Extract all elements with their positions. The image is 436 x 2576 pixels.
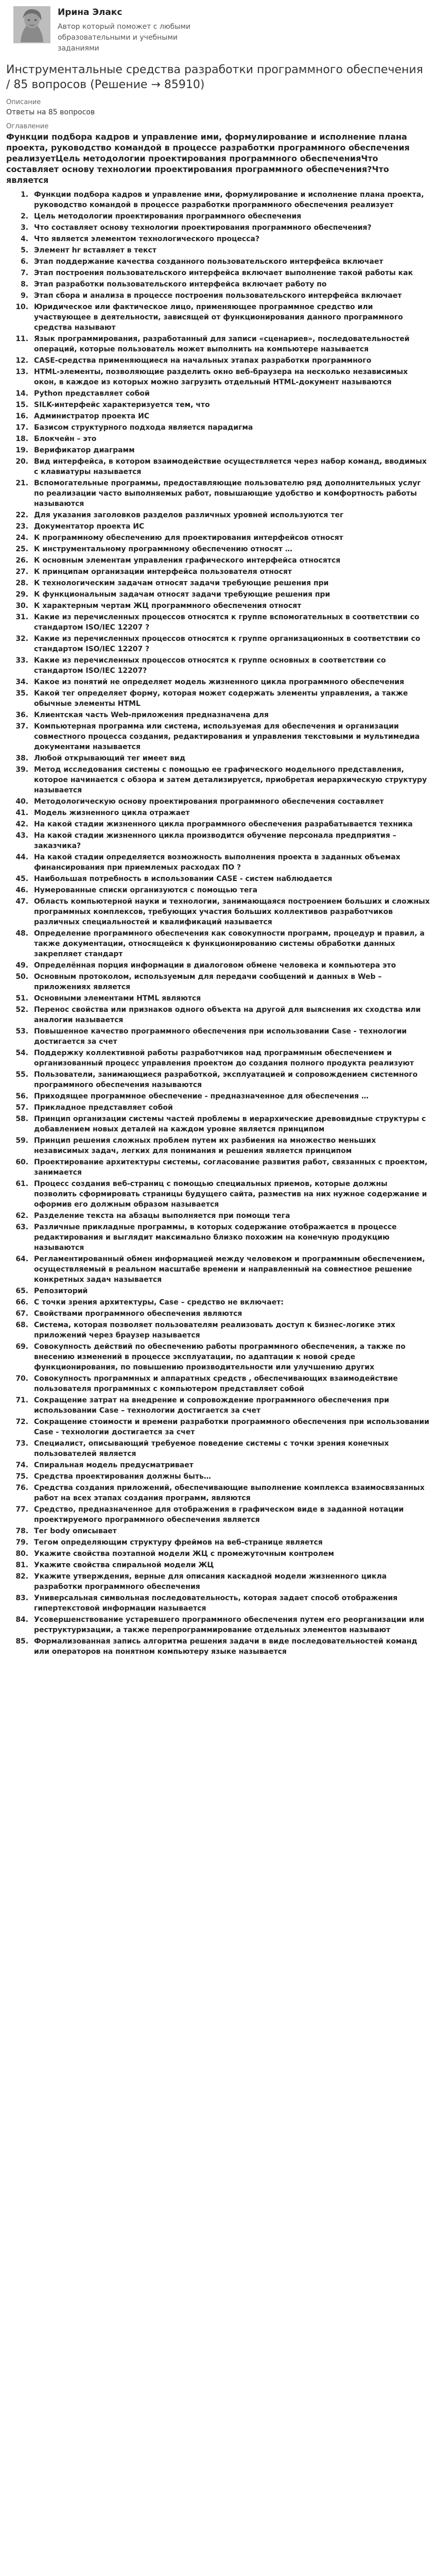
question-item[interactable]: 22. Для указания заголовков разделов различных уровней используются тег [31, 510, 430, 520]
question-item[interactable]: 51. Основными элементами HTML являются [31, 993, 430, 1004]
question-item[interactable]: 31. Какие из перечисленных процессов относятся к группе вспомогательных в соответствии со стандартом ISO/IEC 12207 ? [31, 612, 430, 633]
question-item[interactable]: 5. Элемент hr вставляет в текст [31, 245, 430, 256]
question-item[interactable]: 8. Этап разработки пользовательского интерфейса включает работу по [31, 279, 430, 290]
question-item[interactable]: 15. SILK-интерфейс характеризуется тем, что [31, 400, 430, 410]
question-item[interactable]: 67. Свойствами программного обеспечения являются [31, 1309, 430, 1319]
question-item[interactable]: 77. Средство, предназначенное для отображения в графическом виде в заданной нотации проектируемого программного обеспечения является [31, 1504, 430, 1525]
question-item[interactable]: 27. К принципам организации интерфейса пользователя относят [31, 567, 430, 577]
question-item[interactable]: 38. Любой открывающий тег имеет вид [31, 753, 430, 764]
question-item[interactable]: 7. Этап построения пользовательского интерфейса включает выполнение такой работы как [31, 268, 430, 278]
question-item[interactable]: 26. К основным элементам управления графического интерфейса относятся [31, 555, 430, 566]
question-item[interactable]: 80. Укажите свойства поэтапной модели ЖЦ с промежуточным контролем [31, 1549, 430, 1559]
lead-question: Функции подбора кадров и управление ими, формулирование и исполнение плана проекта, руководство командой в процессе разработки программного обеспечения реализуетЦель методологии проектирования программного обеспеченияЧто составляет основу технологии проектирования программного обеспечения?Что является [6, 132, 410, 185]
question-item[interactable]: 21. Вспомогательные программы, предоставляющие пользователю ряд дополнительных услуг по реализации часто выполняемых работ, повышающие удобство и комфортность работы называются [31, 478, 430, 509]
question-item[interactable]: 39. Метод исследования системы с помощью ее графического модельного представления, которое начинается с обзора и затем детализируется, приобретая иерархическую структуру называется [31, 765, 430, 795]
question-item[interactable]: 75. Средства проектирования должны быть… [31, 1471, 430, 1482]
description-label: Описание [6, 98, 41, 106]
question-item[interactable]: 59. Принцип решения сложных проблем путем их разбиения на множество меньших независимых задач, легких для понимания и решения является принципом [31, 1136, 430, 1156]
question-item[interactable]: 85. Формализованная запись алгоритма решения задачи в виде последовательностей команд или операторов на понятном компьютеру языке называется [31, 1636, 430, 1657]
answers-count: Ответы на 85 вопросов [6, 108, 95, 116]
question-item[interactable]: 61. Процесс создания веб-страниц с помощью специальных приемов, которые должны позволить сформировать страницы будущего сайта, разместив на них нужное содержание и оформив его должным образом называется [31, 1179, 430, 1210]
question-item[interactable]: 45. Наибольшая потребность в использовании CASE - систем наблюдается [31, 874, 430, 884]
question-item[interactable]: 25. К инструментальному программному обеспечению относят … [31, 544, 430, 554]
question-item[interactable]: 71. Сокращение затрат на внедрение и сопровождение программного обеспечения при использовании Case – технологии достигается за счет [31, 1395, 430, 1416]
question-item[interactable]: 23. Документатор проекта ИС [31, 521, 430, 532]
question-item[interactable]: 79. Тегом определяющим структуру фреймов на веб-странице является [31, 1537, 430, 1548]
question-item[interactable]: 42. На какой стадии жизненного цикла программного обеспечения разрабатывается техника [31, 819, 430, 829]
question-item[interactable]: 76. Средства создания приложений, обеспечивающие выполнение комплекса взаимосвязанных работ на всех этапах создания программ, являются [31, 1483, 430, 1503]
question-item[interactable]: 52. Перенос свойства или признаков одного объекта на другой для выяснения их сходства или аналогии называется [31, 1005, 430, 1025]
question-item[interactable]: 56. Приходящее программное обеспечение - предназначенное для обеспечения … [31, 1091, 430, 1101]
question-item[interactable]: 81. Укажите свойства спиральной модели ЖЦ [31, 1560, 430, 1570]
question-item[interactable]: 50. Основным протоколом, используемым для передачи сообщений и данных в Web – приложениях является [31, 972, 430, 992]
question-item[interactable]: 32. Какие из перечисленных процессов относятся к группе организационных в соответствии со стандартом ISO/IEC 12207 ? [31, 634, 430, 654]
question-item[interactable]: 46. Нумерованные списки организуются с помощью тега [31, 885, 430, 895]
question-item[interactable]: 3. Что составляет основу технологии проектирования программного обеспечения? [31, 223, 430, 233]
question-item[interactable]: 37. Компьютерная программа или система, используемая для обеспечения и организации совместного процесса создания, редактирования и управления текстовыми и мультимедиа документами называется [31, 721, 430, 752]
question-item[interactable]: 44. На какой стадии определяется возможность выполнения проекта в заданных объемах финансирования при приемлемых расходах ПО ? [31, 852, 430, 873]
question-item[interactable]: 57. Прикладное представляет собой [31, 1103, 430, 1113]
question-item[interactable]: 41. Модель жизненного цикла отражает [31, 808, 430, 818]
question-item[interactable]: 60. Проектирование архитектуры системы, согласование развития работ, связанных с проектом, занимается [31, 1157, 430, 1178]
question-item[interactable]: 53. Повышенное качество программного обеспечения при использовании Case - технологии достигается за счет [31, 1026, 430, 1047]
question-item[interactable]: 13. HTML-элементы, позволяющие разделить окно веб-браузера на несколько независимых окон, в каждое из которых можно загрузить отдельный HTML-документ называются [31, 367, 430, 387]
question-item[interactable]: 70. Совокупность программных и аппаратных средств , обеспечивающих взаимодействие пользователя программных с компьютером представляет собой [31, 1374, 430, 1394]
question-item[interactable]: 24. К программному обеспечению для проектирования интерфейсов относят [31, 533, 430, 543]
question-item[interactable]: 58. Принцип организации системы частей проблемы в иерархические древовидные структуры с добавлением новых деталей на каждом уровне является принципом [31, 1114, 430, 1134]
question-item[interactable]: 2. Цель методологии проектирования программного обеспечения [31, 211, 430, 222]
question-item[interactable]: 20. Вид интерфейса, в котором взаимодействие осуществляется через набор команд, вводимых с клавиатуры называется [31, 456, 430, 477]
question-item[interactable]: 35. Какой тег определяет форму, которая может содержать элементы управления, а также обычные элементы HTML [31, 688, 430, 709]
question-item[interactable]: 63. Различные прикладные программы, в которых содержание отображается в процессе редактирования и выглядит максимально близко похожим на конечную продукцию называются [31, 1222, 430, 1253]
question-item[interactable]: 14. Python представляет собой [31, 388, 430, 399]
question-item[interactable]: 83. Универсальная символьная последовательность, которая задает способ отображения гипертекстовой информации называется [31, 1593, 430, 1614]
question-item[interactable]: 11. Язык программирования, разработанный для записи «сценариев», последовательностей операций, которые пользователь может выполнить на компьютере называется [31, 334, 430, 354]
question-item[interactable]: 64. Регламентированный обмен информацией между человеком и программным обеспечением, осуществляемый в реальном масштабе времени и направленный на совместное решение конкретных задач называется [31, 1254, 430, 1285]
question-item[interactable]: 6. Этап поддержание качества созданного пользовательского интерфейса включает [31, 257, 430, 267]
question-item[interactable]: 73. Специалист, описывающий требуемое поведение системы с точки зрения конечных пользователей является [31, 1438, 430, 1459]
question-item[interactable]: 12. CASE-средства применяющиеся на начальных этапах разработки программного [31, 355, 430, 366]
question-item[interactable]: 55. Пользователи, занимающиеся разработкой, эксплуатацией и сопровождением системного программного обеспечения называются [31, 1070, 430, 1090]
question-item[interactable]: 19. Верификатор диаграмм [31, 445, 430, 455]
question-item[interactable]: 34. Какое из понятий не определяет модель жизненного цикла программного обеспечения [31, 677, 430, 687]
question-item[interactable]: 49. Определённая порция информации в диалоговом обмене человека и компьютера это [31, 960, 430, 971]
avatar-icon [13, 6, 50, 43]
toc-label: Оглавление [6, 123, 49, 130]
question-item[interactable]: 43. На какой стадии жизненного цикла производится обучение персонала предприятия – заказчика? [31, 831, 430, 851]
question-item[interactable]: 28. К технологическим задачам относят задачи требующие решения при [31, 578, 430, 588]
question-item[interactable]: 54. Поддержку коллективной работы разработчиков над программным обеспечением и организованный процесс управления проектом до создания полного продукта реализуют [31, 1048, 430, 1069]
question-list [6, 190, 430, 1657]
question-item[interactable]: 62. Разделение текста на абзацы выполняется при помощи тега [31, 1211, 430, 1221]
author-text [58, 6, 212, 54]
question-item[interactable]: 68. Система, которая позволяет пользователям реализовать доступ к бизнес-логике этих приложений через браузер называется [31, 1320, 430, 1341]
author-block [6, 0, 430, 59]
question-item[interactable]: 65. Репозиторий [31, 1286, 430, 1296]
question-item[interactable]: 17. Базисом структурного подхода является парадигма [31, 422, 430, 433]
question-item[interactable]: 74. Спиральная модель предусматривает [31, 1460, 430, 1470]
question-item[interactable]: 1. Функции подбора кадров и управление ими, формулирование и исполнение плана проекта, руководство командой в процессе разработки программного обеспечения реализует [31, 190, 430, 210]
question-item[interactable]: 9. Этап сбора и анализа в процессе построения пользовательского интерфейса включает [31, 291, 430, 301]
question-item[interactable]: 84. Усовершенствование устаревшего программного обеспечения путем его реорганизации или реструктуризации, а также перепрограммирование отдельных элементов называют [31, 1615, 430, 1635]
question-item[interactable]: 30. К характерным чертам ЖЦ программного обеспечения относят [31, 601, 430, 611]
question-item[interactable]: 78. Тег body описывает [31, 1526, 430, 1536]
author-name[interactable]: Ирина Элакс [58, 7, 123, 18]
page-title: Инструментальные средства разработки программного обеспечения / 85 вопросов (Решение → 85910) [6, 63, 423, 91]
author-description: Автор который поможет с любыми образовательными и учебными заданиями [58, 23, 191, 53]
question-item[interactable]: 16. Администратор проекта ИС [31, 411, 430, 421]
avatar[interactable] [13, 6, 50, 43]
question-item[interactable]: 82. Укажите утверждения, верные для описания каскадной модели жизненного цикла разработки программного обеспечения [31, 1571, 430, 1592]
question-item[interactable]: 40. Методологическую основу проектирования программного обеспечения составляет [31, 796, 430, 807]
question-item[interactable]: 69. Совокупность действий по обеспечению работы программного обеспечения, а также по внесению изменений в процессе эксплуатации, по адаптации к новой среде функционирования, по повышению производительности или улучшению других [31, 1342, 430, 1372]
question-item[interactable]: 33. Какие из перечисленных процессов относятся к группе основных в соответствии со стандартом ISO/IEC 12207? [31, 655, 430, 676]
question-item[interactable]: 48. Определение программного обеспечения как совокупности программ, процедур и правил, а также документации, относящейся к функционированию системы обработки данных закрепляет стандарт [31, 928, 430, 959]
question-item[interactable]: 72. Сокращение стоимости и времени разработки программного обеспечения при использовании Case - технологии достигается за счет [31, 1417, 430, 1437]
question-item[interactable]: 10. Юридическое или фактическое лицо, применяющее программное средство или участвующее в деятельности, зависящей от функционирования данного программного средства называют [31, 302, 430, 333]
question-item[interactable]: 4. Что является элементом технологического процесса? [31, 234, 430, 244]
question-item[interactable]: 18. Блокчейн – это [31, 434, 430, 444]
question-item[interactable]: 29. К функциональным задачам относят задачи требующие решения при [31, 589, 430, 600]
question-item[interactable]: 36. Клиентская часть Web-приложения предназначена для [31, 710, 430, 720]
question-item[interactable]: 66. С точки зрения архитектуры, Case – средство не включает: [31, 1297, 430, 1308]
question-item[interactable]: 47. Область компьютерной науки и технологии, занимающаяся построением больших и сложных программных комплексов, требующих участия больших коллективов разработчиков различных специальностей и квалификаций называется [31, 896, 430, 927]
